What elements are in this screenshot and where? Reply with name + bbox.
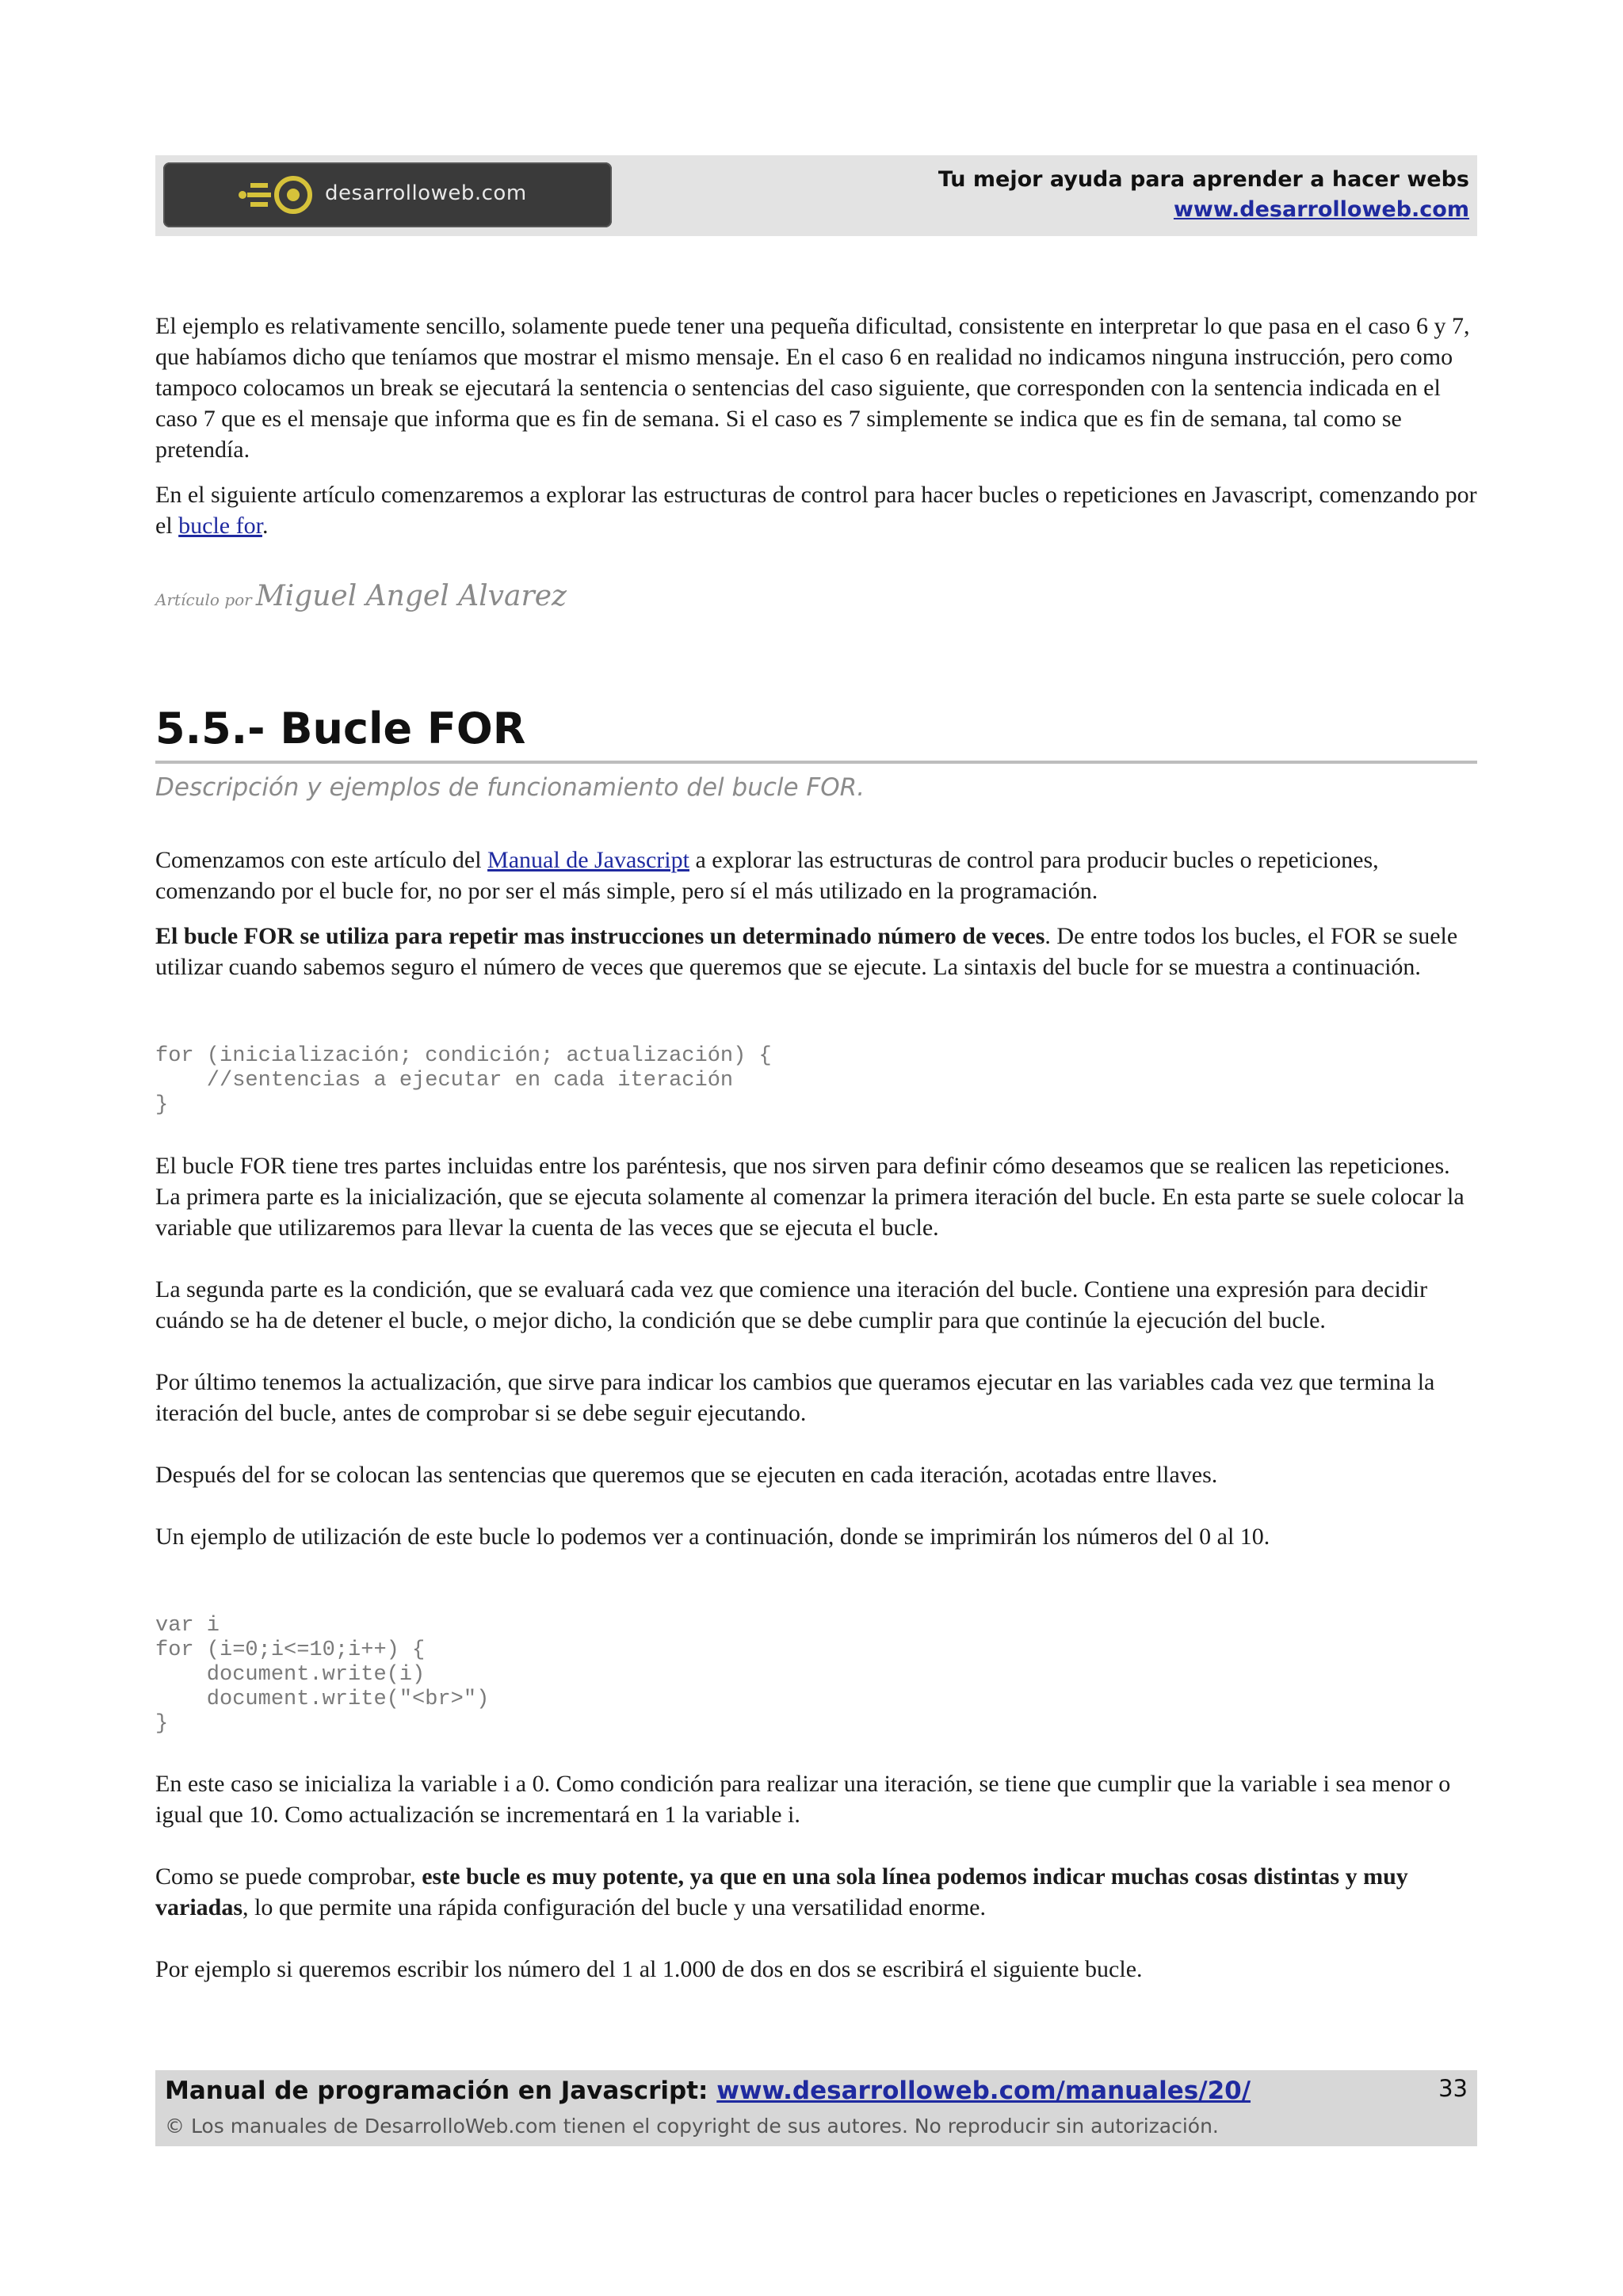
body-paragraph-5: Por último tenemos la actualización, que sirve para indicar los cambios que queramos ejecutar en las variables cada vez que termina la iteración del bucle, antes de comprobar si se debe seguir ejecutando. xyxy=(155,1369,1435,1426)
body-p2-bold: El bucle FOR se utiliza para repetir mas instrucciones un determinado número de veces xyxy=(155,923,1045,949)
page-number: 33 xyxy=(1438,2075,1468,2102)
page-header xyxy=(155,155,1477,236)
footer-manual-link[interactable]: www.desarrolloweb.com/manuales/20/ xyxy=(716,2077,1251,2105)
intro-text xyxy=(155,311,1477,541)
code-block-example: var i for (i=0;i<=10;i++) { document.write(i) document.write("<br>") } xyxy=(155,1614,490,1736)
body-paragraph-8: En este caso se inicializa la variable i a 0. Como condición para realizar una iteración, se tiene que cumplir que la variable i sea menor o igual que 10. Como actualización se incrementará en 1 la variable i. xyxy=(155,1771,1451,1828)
body-p1-end: a explorar las estructuras de control para producir bucles o repeticiones, comenzando por el bucle for, no por ser el más simple, pero sí el más utilizado en la programación. xyxy=(155,847,1379,904)
logo-mark-icon xyxy=(236,174,319,216)
author-name: Miguel Angel Alvarez xyxy=(255,580,567,612)
tagline-text: Tu mejor ayuda para aprender a hacer webs xyxy=(938,167,1469,192)
site-logo[interactable] xyxy=(163,162,612,227)
body-p9-bold: este bucle es muy potente, ya que en una sola línea podemos indicar muchas cosas distintas y muy variadas xyxy=(155,1863,1408,1920)
body-paragraph-1 xyxy=(155,845,1477,906)
body-paragraph-10: Por ejemplo si queremos escribir los número del 1 al 1.000 de dos en dos se escribirá el siguiente bucle. xyxy=(155,1956,1143,1982)
body-p1-text: Comenzamos con este artículo del xyxy=(155,847,488,873)
bucle-for-link[interactable]: bucle for xyxy=(178,513,262,539)
intro-paragraph-2 xyxy=(155,479,1477,541)
body-p9-end: , lo que permite una rápida configuración del bucle y una versatilidad enorme. xyxy=(242,1894,986,1920)
body-paragraph-2 xyxy=(155,921,1477,982)
footer-title-text: Manual de programación en Javascript: xyxy=(165,2077,717,2105)
body-p2-text: . De entre todos los bucles, el FOR se suele utilizar cuando sabemos seguro el número de veces que queremos que se ejecute. La sintaxis del bucle for se muestra a continuación. xyxy=(155,923,1458,980)
intro-paragraph-1: El ejemplo es relativamente sencillo, solamente puede tener una pequeña dificultad, consistente en interpretar lo que pasa en el caso 6 y 7, que habíamos dicho que teníamos que mostrar el mismo mensaje. En el caso 6 en realidad no indicamos ninguna instrucción, pero como tampoco colocamos un break se ejecutará la sentencia o sentencias del caso siguiente, que corresponden con la sentencia indicada en el caso 7 que es el mensaje que informa que es fin de semana. Si el caso es 7 simplemente se indica que es fin de semana, tal como se pretendía. xyxy=(155,313,1470,463)
header-tagline xyxy=(938,165,1469,225)
article-author xyxy=(155,580,567,612)
body-text-1 xyxy=(155,845,1477,982)
code-block-syntax: for (inicialización; condición; actualización) { //sentencias a ejecutar en cada iteración } xyxy=(155,1044,772,1117)
body-paragraph-6: Después del for se colocan las sentencias que queremos que se ejecuten en cada iteración, acotadas entre llaves. xyxy=(155,1462,1218,1488)
intro-p2-text: En el siguiente artículo comenzaremos a explorar las estructuras de control para hacer bucles o repeticiones en Javascript, comenzando por el xyxy=(155,482,1477,539)
body-text-2 xyxy=(155,1150,1477,1552)
logo-text: desarrolloweb.com xyxy=(325,181,527,205)
footer-copyright: © Los manuales de DesarrolloWeb.com tienen el copyright de sus autores. No reproducir sin autorización. xyxy=(165,2115,1219,2138)
site-link[interactable]: www.desarrolloweb.com xyxy=(1173,197,1469,222)
body-paragraph-9 xyxy=(155,1861,1477,1923)
section-title: 5.5.- Bucle FOR xyxy=(155,704,1477,764)
page-footer xyxy=(155,2070,1477,2146)
body-p9-text: Como se puede comprobar, xyxy=(155,1863,422,1890)
manual-javascript-link[interactable]: Manual de Javascript xyxy=(487,847,689,873)
intro-p2-end: . xyxy=(262,513,269,539)
footer-title xyxy=(165,2077,1251,2105)
body-paragraph-3: El bucle FOR tiene tres partes incluidas entre los paréntesis, que nos sirven para definir cómo deseamos que se realicen las repeticiones. La primera parte es la inicialización, que se ejecuta solamente al comenzar la primera iteración del bucle. En esta parte se suele colocar la variable que utilizaremos para llevar la cuenta de las veces que se ejecuta el bucle. xyxy=(155,1153,1465,1241)
body-paragraph-7: Un ejemplo de utilización de este bucle lo podemos ver a continuación, donde se imprimirán los números del 0 al 10. xyxy=(155,1524,1270,1550)
body-paragraph-4: La segunda parte es la condición, que se evaluará cada vez que comience una iteración del bucle. Contiene una expresión para decidir cuándo se ha de detener el bucle, o mejor dicho, la condición que se debe cumplir para que continúe la ejecución del bucle. xyxy=(155,1276,1428,1333)
body-text-3 xyxy=(155,1768,1477,1985)
section-subtitle: Descripción y ejemplos de funcionamiento del bucle FOR. xyxy=(155,773,865,802)
author-by: Artículo por xyxy=(155,590,252,609)
